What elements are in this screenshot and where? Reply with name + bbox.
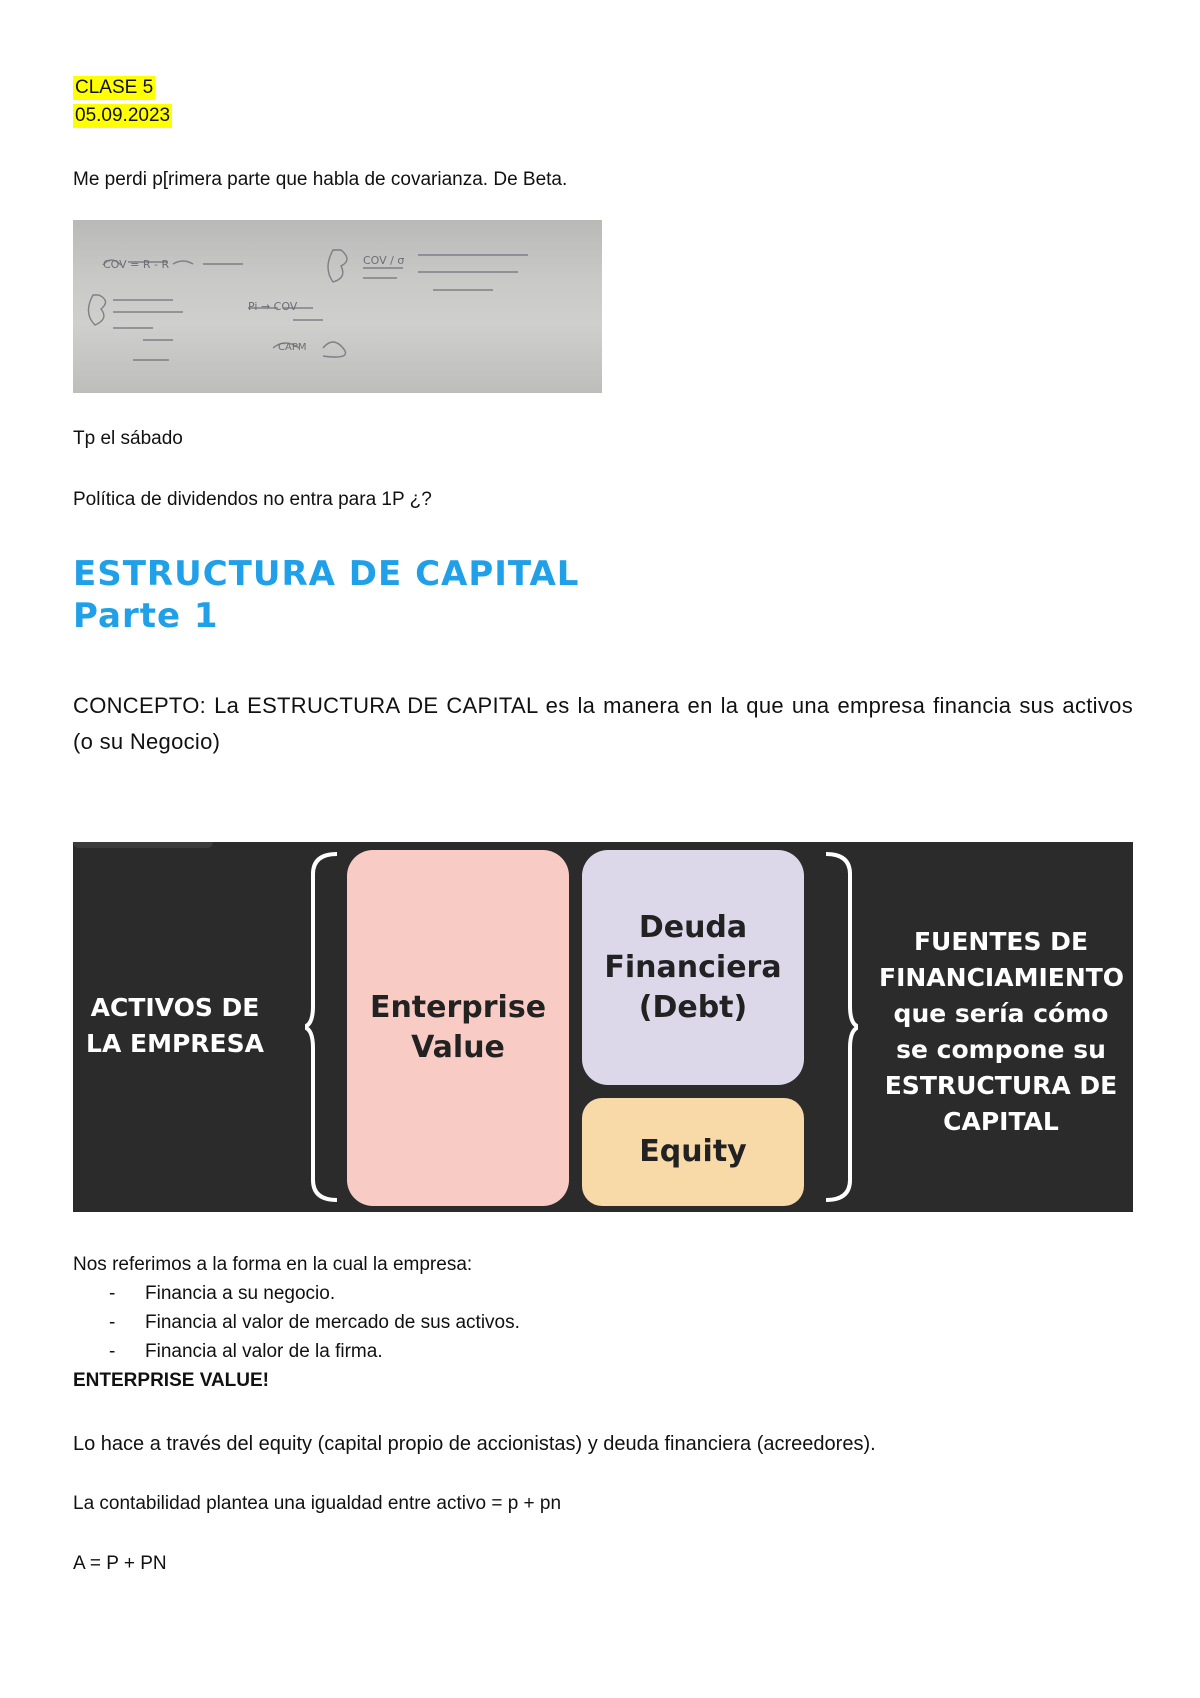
concepto-paragraph: CONCEPTO: La ESTRUCTURA DE CAPITAL es la manera en la que una empresa financia sus activos (o su Negocio)	[73, 693, 1133, 754]
class-header	[73, 76, 172, 128]
list-item: - Financia al valor de mercado de sus activos.	[73, 1308, 520, 1337]
formula-line: A = P + PN	[73, 1553, 167, 1574]
class-label: CLASE 5	[75, 77, 154, 98]
enterprise-value-emphasis: ENTERPRISE VALUE!	[73, 1370, 270, 1391]
dividendos-note: Política de dividendos no entra para 1P ¿?	[73, 489, 432, 510]
enterprise-value-box: Enterprise Value	[347, 850, 569, 1206]
debt-box: Deuda Financiera (Debt)	[582, 850, 804, 1085]
fuentes-label: FUENTES DE FINANCIAMIENTO que sería cómo se compone su ESTRUCTURA DE CAPITAL	[879, 927, 1125, 1136]
contabilidad-line: La contabilidad plantea una igualdad entre activo = p + pn	[73, 1493, 562, 1514]
left-brace-icon	[305, 850, 341, 1204]
diagram-shade	[73, 842, 213, 848]
section-title: ESTRUCTURA DE CAPITAL	[73, 554, 580, 594]
equity-box: Equity	[582, 1098, 804, 1206]
whiteboard-text-1: COV = R - R	[103, 258, 170, 271]
section-subtitle: Parte 1	[73, 596, 219, 636]
intro-note: Me perdi p[rimera parte que habla de covarianza. De Beta.	[73, 169, 568, 190]
whiteboard-sketch	[73, 220, 602, 393]
whiteboard-photo	[73, 220, 602, 393]
list-item: - Financia al valor de la firma.	[73, 1337, 520, 1366]
refers-intro: Nos referimos a la forma en la cual la empresa:	[73, 1254, 473, 1275]
capital-structure-diagram	[73, 842, 1133, 1212]
list-item: - Financia a su negocio.	[73, 1279, 520, 1308]
refers-list	[73, 1279, 520, 1366]
whiteboard-text-2: COV / σ	[363, 254, 405, 267]
whiteboard-text-3: Pi → COV	[248, 300, 298, 313]
tp-note: Tp el sábado	[73, 428, 183, 449]
right-brace-icon	[822, 850, 858, 1204]
refers-section	[73, 1250, 520, 1395]
whiteboard-text-4: CAPM	[278, 342, 307, 353]
class-date: 05.09.2023	[75, 105, 171, 126]
equity-debt-line: Lo hace a través del equity (capital propio de accionistas) y deuda financiera (acreedores).	[73, 1433, 876, 1455]
activos-label: ACTIVOS DE LA EMPRESA	[86, 993, 264, 1058]
